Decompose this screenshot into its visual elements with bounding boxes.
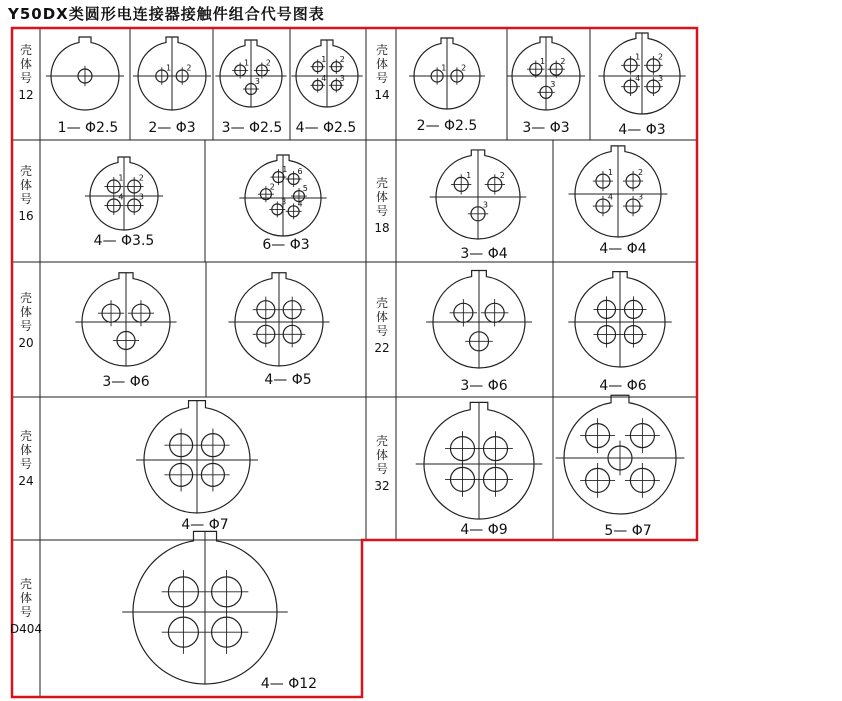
shell-label-text: 号: [375, 204, 389, 218]
pin-number: 3: [637, 192, 644, 202]
shell-label-text: 体: [19, 178, 33, 192]
connector-face: [136, 401, 258, 513]
contact-code: 1— Φ2.5: [57, 120, 119, 136]
connector-face: [239, 155, 326, 236]
pin-number: 3: [138, 192, 144, 202]
contact-code: 6— Φ3: [262, 237, 310, 253]
shell-label: [10, 577, 42, 636]
connector-face: [133, 37, 211, 110]
pin-number: 1: [244, 58, 250, 68]
pin-number: 4: [321, 73, 327, 83]
shell-label-text: 体: [19, 443, 33, 457]
pin-number: 1: [466, 171, 472, 181]
shell-label: [374, 434, 389, 493]
shell-label-text: 号: [375, 71, 389, 85]
shell-label-text: 壳: [19, 43, 33, 57]
shell-label-text: 体: [19, 57, 33, 71]
connector-face: [75, 273, 176, 366]
shell-label-text: 号: [19, 605, 33, 619]
contact-code: 4— Φ2.5: [295, 120, 357, 136]
shell-size: 20: [18, 336, 34, 350]
shell-label-text: 体: [19, 591, 33, 605]
contact-code: 4— Φ12: [260, 676, 318, 692]
connector-face: [568, 272, 672, 367]
pin-number: 1: [441, 63, 447, 73]
contact-code: 4— Φ7: [181, 517, 229, 533]
pin-number: 1: [540, 56, 546, 66]
shell-label-text: 壳: [19, 429, 33, 443]
shell-label-text: 体: [375, 57, 389, 71]
pin-number: 2: [265, 58, 271, 68]
contact-code: 4— Φ5: [264, 372, 312, 388]
pin-number: 3: [482, 200, 488, 210]
connector-face: [598, 33, 685, 114]
pin-number: 2: [637, 167, 644, 177]
pin-number: 1: [282, 165, 288, 175]
shell-label-text: 体: [375, 310, 389, 324]
pin-number: 1: [635, 52, 641, 62]
pin-number: 2: [138, 173, 144, 183]
shell-label-text: 体: [375, 190, 389, 204]
contact-code: 3— Φ2.5: [221, 120, 283, 136]
connector-face: [426, 270, 532, 368]
pin-number: 6: [297, 167, 303, 177]
shell-label: [374, 296, 389, 355]
pin-number: 1: [166, 63, 172, 73]
shell-label-text: 壳: [375, 176, 389, 190]
shell-label: [374, 43, 389, 102]
shell-label-text: 号: [375, 324, 389, 338]
contact-code: 4— Φ3: [618, 122, 666, 138]
contact-code: 3— Φ4: [460, 246, 508, 262]
connector-face: [430, 150, 527, 239]
contact-code: 4— Φ6: [599, 378, 647, 394]
page-title: Y50DX类圆形电连接器接触件组合代号图表: [8, 5, 325, 23]
contact-code: 2— Φ2.5: [416, 118, 478, 134]
shell-label: [18, 43, 33, 102]
shell-label-text: 体: [19, 305, 33, 319]
connector-face: [215, 40, 286, 107]
pin-number: 3: [657, 73, 664, 83]
shell-label: [18, 429, 33, 488]
shell-size: 24: [18, 474, 34, 488]
shell-label-text: 体: [375, 448, 389, 462]
pin-number: 3: [281, 197, 287, 207]
pin-number: 5: [302, 184, 308, 194]
connector-face: [409, 38, 485, 109]
connector-face: [291, 40, 362, 107]
shell-label-text: 壳: [375, 43, 389, 57]
contact-code: 3— Φ6: [102, 374, 150, 390]
pin-number: 4: [297, 199, 303, 209]
shell-label-text: 壳: [375, 434, 389, 448]
contact-code: 4— Φ9: [460, 522, 508, 538]
pin-number: 3: [550, 79, 556, 89]
pin-number: 2: [657, 52, 664, 62]
pin-number: 3: [254, 77, 260, 87]
pin-number: 4: [118, 192, 124, 202]
connector-face: [416, 402, 543, 519]
contact-code: 2— Φ3: [148, 120, 196, 136]
pin-number: 2: [186, 63, 192, 73]
connector-face: [569, 146, 668, 237]
pin-number: 2: [339, 55, 345, 65]
contact-code: 3— Φ6: [460, 378, 508, 394]
shell-size: 16: [18, 209, 34, 223]
contact-code: 3— Φ3: [522, 120, 570, 136]
pin-number: 1: [607, 167, 613, 177]
connector-face: [556, 395, 685, 514]
shell-label-text: 号: [375, 462, 389, 476]
shell-size: 14: [374, 88, 390, 102]
contact-code: 4— Φ4: [599, 241, 647, 257]
shell-label-text: 号: [19, 71, 33, 85]
shell-size: 18: [374, 221, 390, 235]
shell-label: [18, 291, 33, 350]
connector-face: [46, 37, 124, 110]
pin-number: 4: [635, 73, 641, 83]
shell-size: 32: [374, 479, 390, 493]
pin-number: 3: [339, 73, 345, 83]
shell-label-text: 壳: [19, 577, 33, 591]
connector-face: [228, 273, 329, 366]
pin-number: 2: [499, 171, 505, 181]
shell-label: [374, 176, 389, 235]
shell-size: 12: [18, 88, 34, 102]
pin-number: 2: [560, 56, 566, 66]
contact-code: 5— Φ7: [604, 523, 652, 539]
pin-number: 2: [461, 63, 467, 73]
shell-label-text: 壳: [19, 291, 33, 305]
shell-label-text: 号: [19, 192, 33, 206]
pin-number: 4: [607, 192, 613, 202]
shell-size: D404: [9, 622, 43, 636]
connector-face: [85, 157, 163, 230]
shell-size: 22: [374, 341, 390, 355]
shell-label-text: 壳: [19, 164, 33, 178]
connector-face: [507, 37, 585, 110]
connector-face: [122, 531, 288, 684]
pin-number: 1: [118, 173, 124, 183]
pin-number: 2: [269, 182, 275, 192]
shell-label-text: 壳: [375, 296, 389, 310]
contact-code: 4— Φ3.5: [93, 233, 155, 249]
shell-label-text: 号: [19, 319, 33, 333]
shell-label-text: 号: [19, 457, 33, 471]
shell-label: [18, 164, 33, 223]
pin-number: 1: [321, 55, 327, 65]
